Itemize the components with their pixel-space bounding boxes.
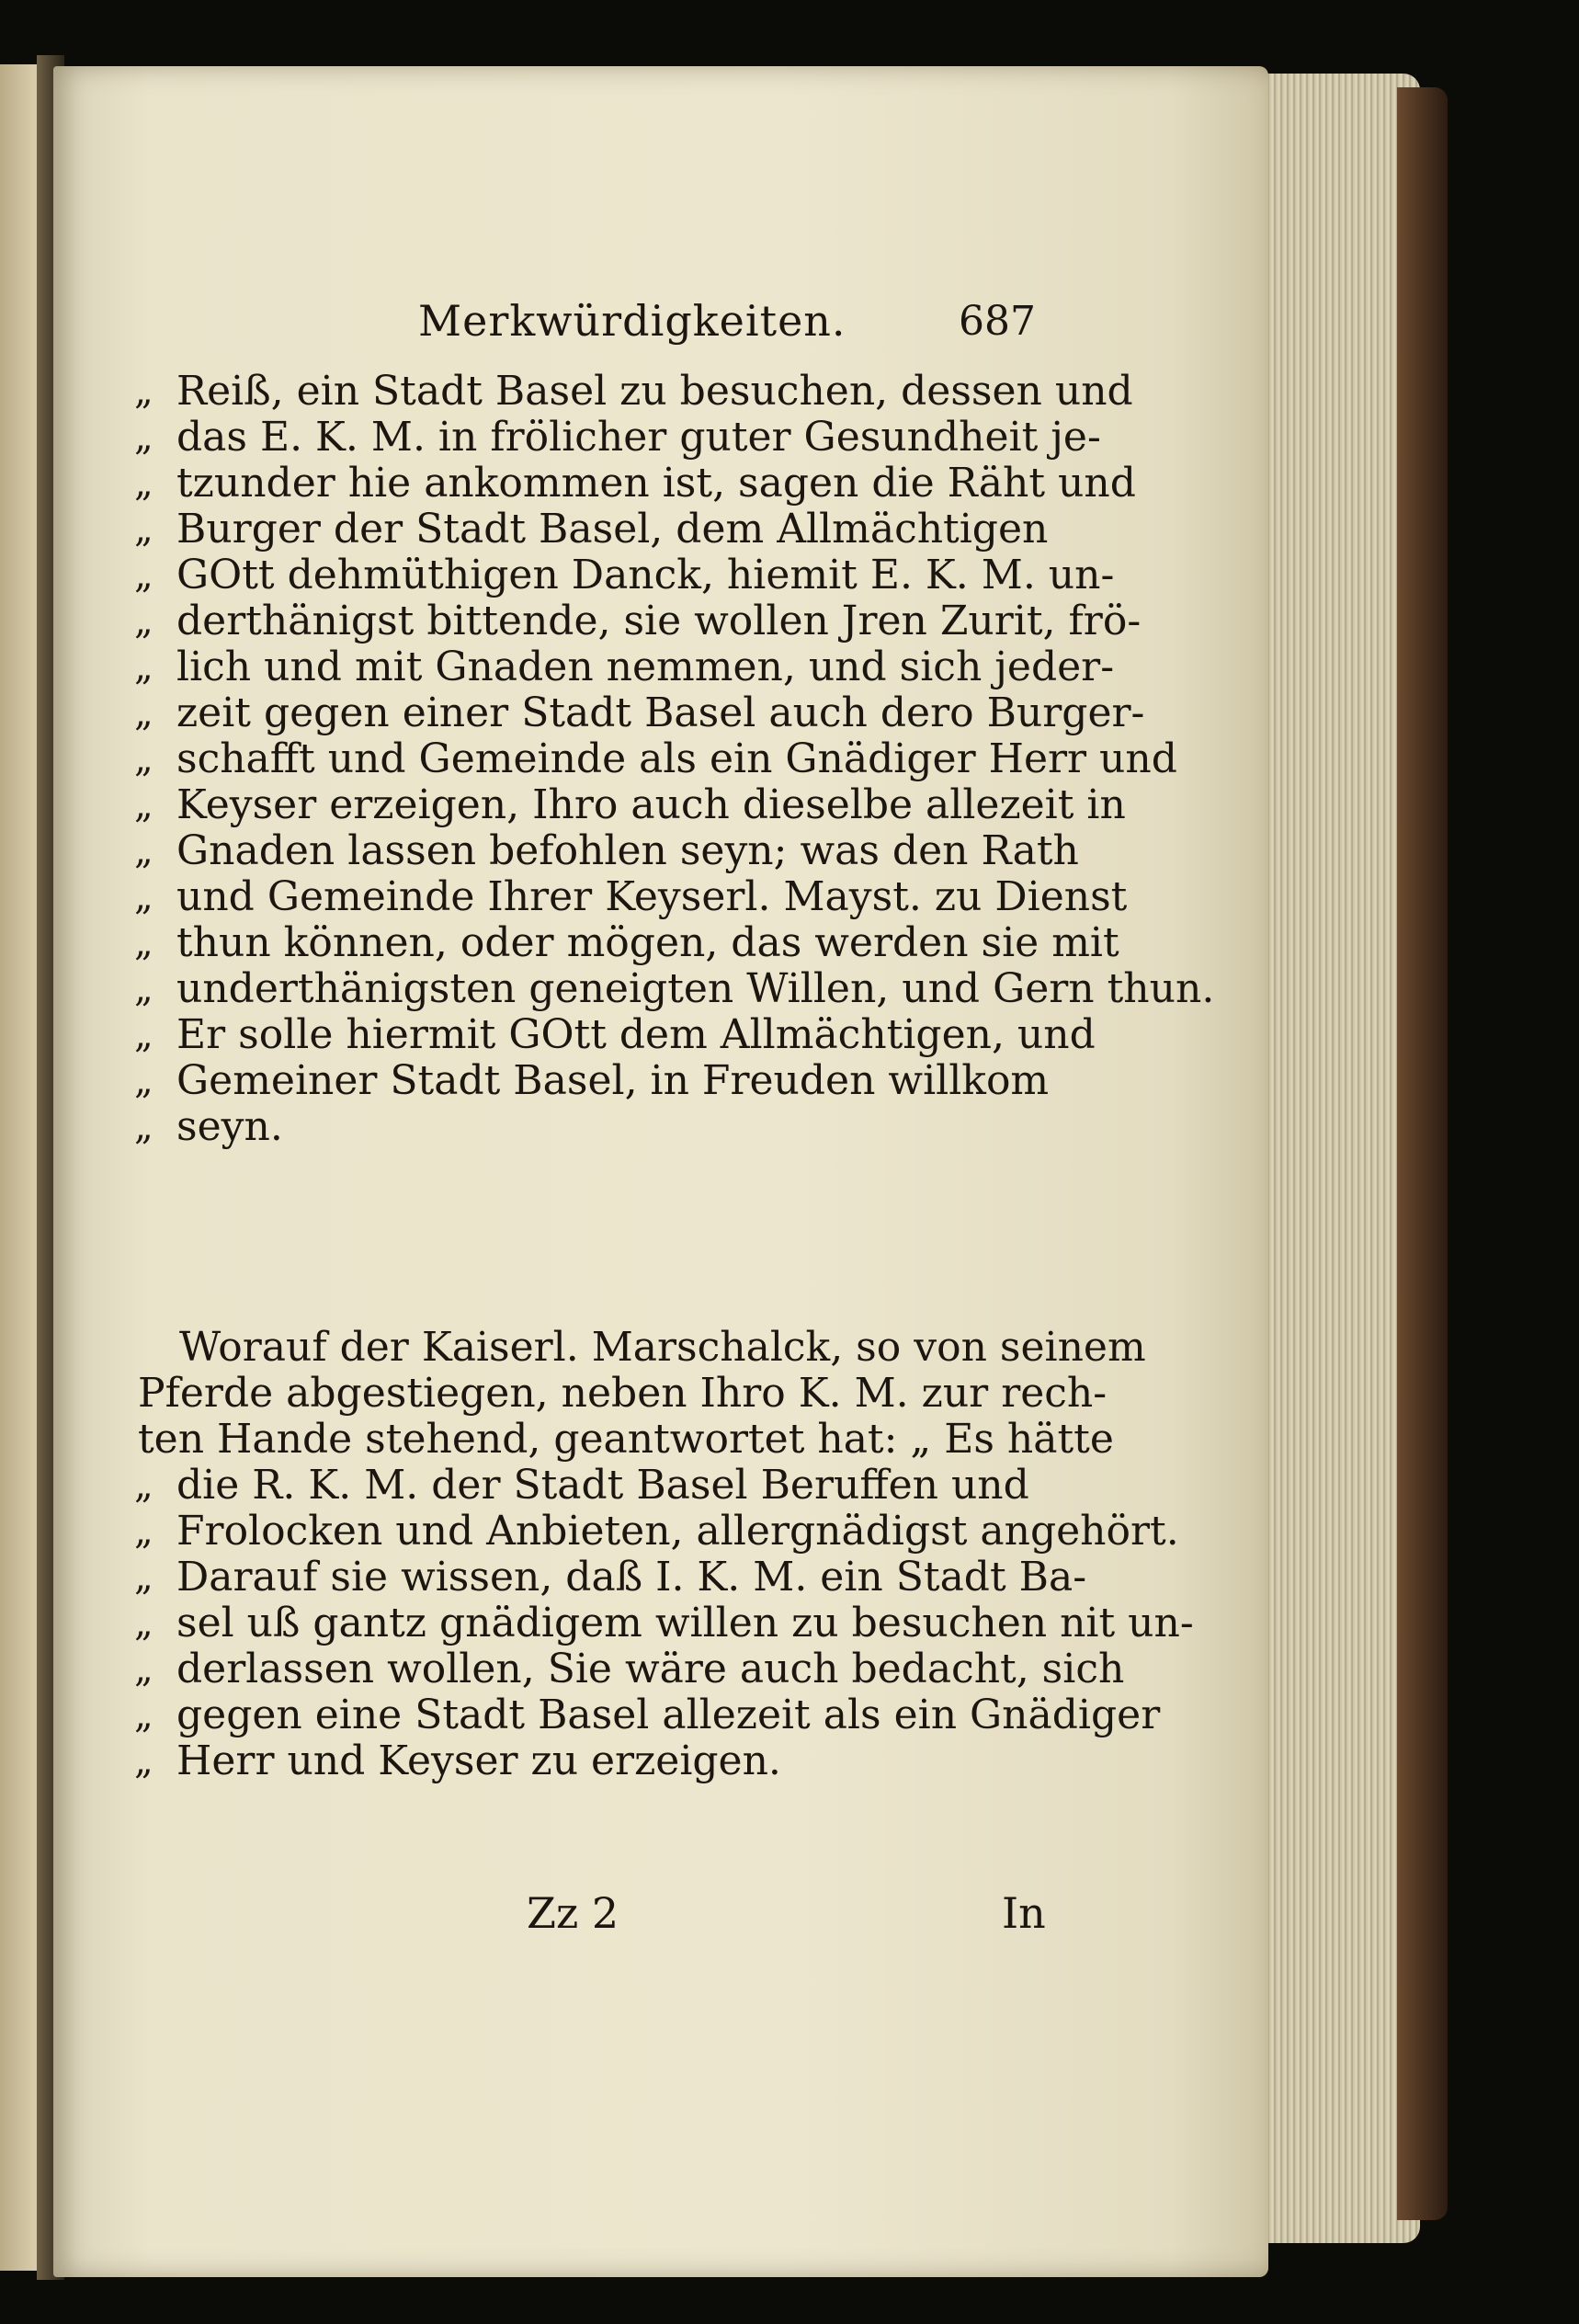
- line-text: ten Hande stehend, geantwortet hat: „ Es hätte: [138, 1416, 1114, 1463]
- line-text: Worauf der Kaiserl. Marschalck, so von seinem: [179, 1324, 1146, 1371]
- line-text: Keyser erzeigen, Ihro auch dieselbe allezeit in: [176, 781, 1126, 828]
- quotation-mark: „: [134, 830, 153, 872]
- line-text: Gnaden lassen befohlen seyn; was den Rath: [176, 827, 1079, 874]
- line-text: das E. K. M. in frölicher guter Gesundheit je-: [176, 414, 1101, 461]
- quotation-mark: „: [134, 1556, 153, 1599]
- line-text: Er solle hiermit GOtt dem Allmächtigen, und: [176, 1011, 1096, 1058]
- line-text: Burger der Stadt Basel, dem Allmächtigen: [176, 506, 1049, 553]
- line-text: Pferde abgestiegen, neben Ihro K. M. zur rech-: [138, 1370, 1108, 1417]
- line-text: zeit gegen einer Stadt Basel auch dero Burger-: [176, 689, 1145, 736]
- line-text: derthänigst bittende, sie wollen Jren Zurit, frö-: [176, 598, 1142, 644]
- quotation-mark: „: [134, 646, 153, 689]
- quotation-mark: „: [134, 1694, 153, 1737]
- quotation-mark: „: [134, 508, 153, 551]
- running-title: Merkwürdigkeiten.: [418, 296, 846, 346]
- line-text: Herr und Keyser zu erzeigen.: [176, 1737, 781, 1784]
- quotation-mark: „: [134, 692, 153, 735]
- quotation-mark: „: [134, 1106, 153, 1148]
- quotation-mark: „: [134, 416, 153, 459]
- page-number: 687: [959, 298, 1036, 345]
- quotation-mark: „: [134, 738, 153, 780]
- line-text: Frolocken und Anbieten, allergnädigst angehört.: [176, 1508, 1179, 1555]
- quotation-mark: „: [134, 1602, 153, 1645]
- quotation-mark: „: [134, 1740, 153, 1783]
- quotation-mark: „: [134, 1060, 153, 1102]
- quotation-mark: „: [134, 968, 153, 1010]
- line-text: seyn.: [176, 1103, 283, 1150]
- line-text: tzunder hie ankommen ist, sagen die Räht und: [176, 460, 1136, 507]
- quotation-mark: „: [134, 922, 153, 964]
- line-text: derlassen wollen, Sie wäre auch bedacht, sich: [176, 1646, 1125, 1692]
- quotation-mark: „: [134, 784, 153, 826]
- line-text: Gemeiner Stadt Basel, in Freuden willkom: [176, 1057, 1050, 1104]
- line-text: thun können, oder mögen, das werden sie mit: [176, 919, 1119, 966]
- catchword: In: [1002, 1888, 1046, 1938]
- line-text: die R. K. M. der Stadt Basel Beruffen und: [176, 1462, 1029, 1509]
- quotation-mark: „: [134, 554, 153, 597]
- signature-mark: Zz 2: [527, 1888, 619, 1938]
- quotation-mark: „: [134, 462, 153, 505]
- quotation-mark: „: [134, 600, 153, 643]
- line-text: lich und mit Gnaden nemmen, und sich jeder-: [176, 644, 1115, 690]
- quotation-mark: „: [134, 1648, 153, 1691]
- line-text: GOtt dehmüthigen Danck, hiemit E. K. M. un-: [176, 552, 1115, 598]
- line-text: Reiß, ein Stadt Basel zu besuchen, dessen und: [176, 368, 1133, 415]
- quotation-mark: „: [134, 370, 153, 413]
- quotation-mark: „: [134, 876, 153, 918]
- quotation-mark: „: [134, 1510, 153, 1553]
- line-text: Darauf sie wissen, daß I. K. M. ein Stadt Ba-: [176, 1554, 1087, 1601]
- quotation-mark: „: [134, 1014, 153, 1056]
- quotation-mark: „: [134, 1464, 153, 1507]
- line-text: gegen eine Stadt Basel allezeit als ein Gnädiger: [176, 1692, 1161, 1738]
- line-text: sel uß gantz gnädigem willen zu besuchen nit un-: [176, 1600, 1194, 1646]
- line-text: schafft und Gemeinde als ein Gnädiger Herr und: [176, 735, 1177, 782]
- line-text: underthänigsten geneigten Willen, und Gern thun.: [176, 965, 1215, 1012]
- line-text: und Gemeinde Ihrer Keyserl. Mayst. zu Dienst: [176, 873, 1128, 920]
